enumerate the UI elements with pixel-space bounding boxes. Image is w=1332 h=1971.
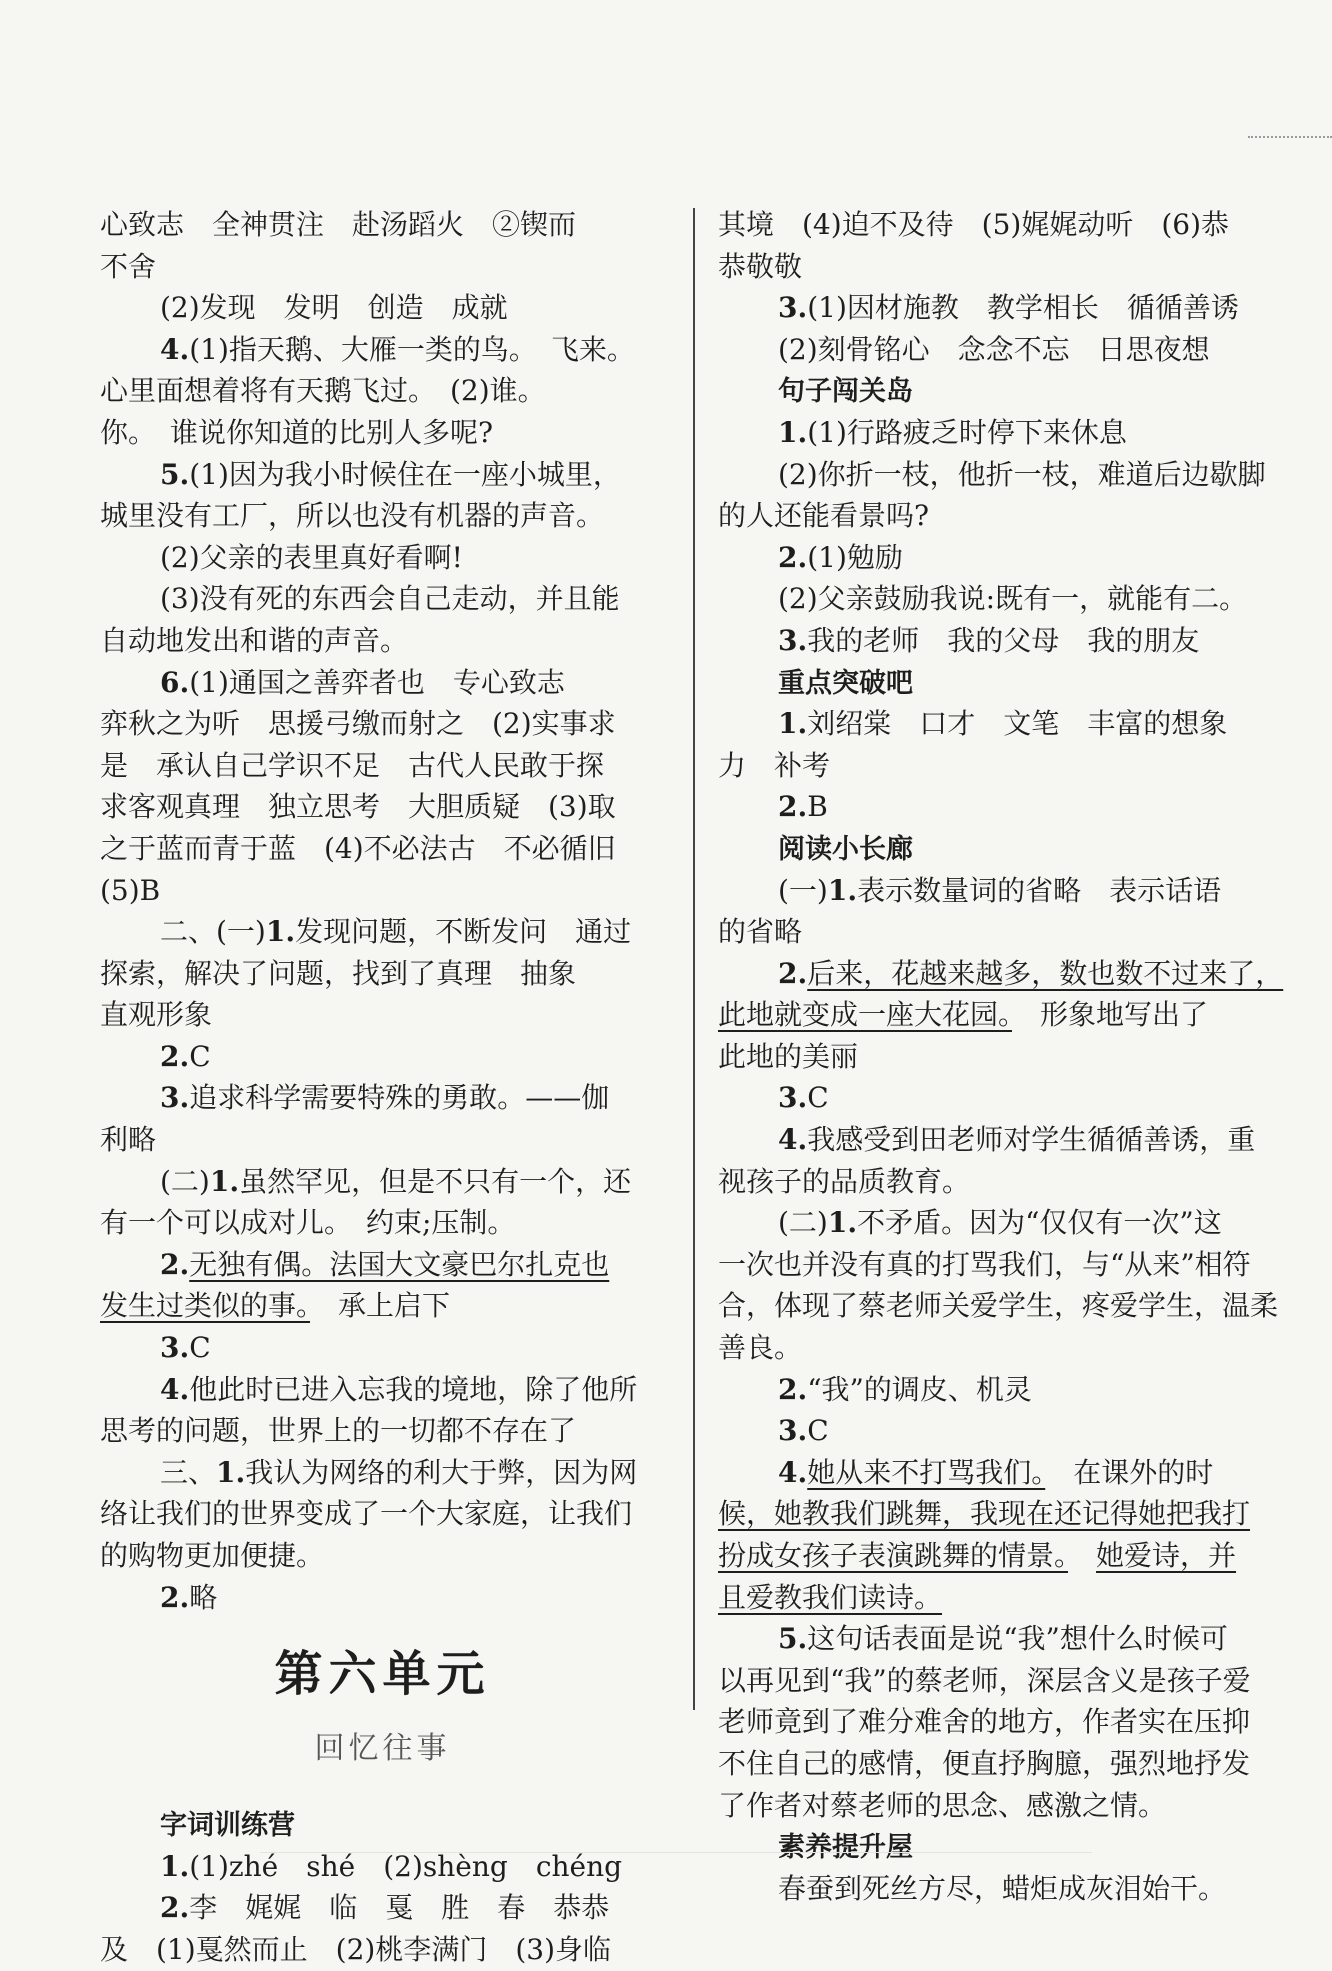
question-number: 1. <box>778 415 808 449</box>
unit-title: 第六单元 <box>274 1646 491 1703</box>
answer-text: 利略 <box>100 1123 157 1157</box>
answer-text: 了作者对蔡老师的思念、感激之情。 <box>718 1788 1167 1822</box>
answer-text: (2)父亲的表里真好看啊! <box>160 540 463 574</box>
underlined-answer: 她爱诗，并 <box>1096 1539 1237 1572</box>
answer-text: “我”的调皮、机灵 <box>807 1372 1032 1406</box>
right-column <box>718 204 1283 1909</box>
right-line <box>718 1868 1283 1910</box>
answer-text: 弈秋之为听 思援弓缴而射之 (2)实事求 <box>100 707 616 741</box>
left-line <box>100 620 665 662</box>
answer-text: 的人还能看景吗? <box>718 499 930 533</box>
left-line <box>100 1077 665 1119</box>
question-number: 1. <box>265 915 296 949</box>
answer-text: 直观形象 <box>100 998 213 1032</box>
question-number: 4. <box>160 332 190 366</box>
answer-text: 络让我们的世界变成了一个大家庭，让我们 <box>100 1497 633 1531</box>
left-line <box>100 1161 665 1203</box>
section-heading: 重点突破吧 <box>778 667 913 699</box>
question-number: 1. <box>160 1849 190 1883</box>
answer-text: 不矛盾。因为“仅仅有一次”这 <box>857 1206 1222 1240</box>
question-number: 1. <box>778 707 808 741</box>
question-group-label: (二) <box>160 1164 210 1198</box>
right-line <box>718 1161 1283 1203</box>
left-line <box>100 204 665 246</box>
question-number: 1. <box>827 1206 858 1240</box>
right-line <box>718 329 1283 371</box>
question-number: 1. <box>216 1455 246 1489</box>
left-line <box>100 786 665 828</box>
answer-text: (1)指天鹅、大雁一类的鸟。 飞来。 <box>189 332 635 366</box>
question-number: 2. <box>778 540 808 574</box>
answer-text: 的购物更加便捷。 <box>100 1539 325 1572</box>
right-line <box>718 953 1283 995</box>
right-line <box>718 204 1283 246</box>
right-line <box>718 1202 1283 1244</box>
question-number: 3. <box>778 623 808 657</box>
right-line <box>718 1327 1283 1369</box>
right-line <box>718 412 1283 454</box>
right-line <box>718 454 1283 496</box>
right-line <box>718 1618 1283 1660</box>
left-line <box>100 745 665 787</box>
answer-text: 善良。 <box>718 1331 803 1365</box>
left-line <box>100 1493 665 1535</box>
answer-text: 之于蓝而青于蓝 (4)不必法古 不必循旧 <box>100 831 616 865</box>
right-answer-lines <box>718 204 1283 1909</box>
left-line <box>100 495 665 537</box>
right-line <box>718 1410 1283 1452</box>
right-line <box>718 537 1283 579</box>
question-group-label: 二、(一) <box>160 915 266 949</box>
right-line <box>718 703 1283 745</box>
underlined-answer: 发生过类似的事。 <box>100 1289 311 1323</box>
right-line <box>718 1660 1283 1702</box>
answer-text: 追求科学需要特殊的勇敢。——伽 <box>189 1081 610 1115</box>
question-number: 1. <box>827 873 858 907</box>
answer-text: (5)B <box>100 873 161 907</box>
right-line <box>718 1285 1283 1327</box>
answer-text: 虽然罕见，但是不只有一个，还 <box>239 1164 632 1198</box>
answer-text: 探索，解决了问题，找到了真理 抽象 <box>100 956 577 990</box>
answer-text: (1)zhé shé (2)shèng chéng <box>189 1849 623 1883</box>
answer-text: 一次也并没有真的打骂我们，与“从来”相符 <box>718 1247 1251 1281</box>
answer-text: 心致志 全神贯注 赴汤蹈火 ②锲而 <box>100 208 577 241</box>
answer-text: 是 承认自己学识不足 古代人民敢于探 <box>100 748 605 782</box>
underlined-answer: 后来，花越来越多，数也数不过来了， <box>807 956 1284 990</box>
top-dotted-rule <box>1248 136 1332 138</box>
answer-text: 此地的美丽 <box>718 1039 859 1073</box>
left-line <box>100 412 665 454</box>
left-line <box>100 537 665 579</box>
answer-text: 视孩子的品质教育。 <box>718 1164 971 1198</box>
left-line <box>100 994 665 1036</box>
answer-text: 不舍 <box>100 249 157 283</box>
answer-text: 求客观真理 独立思考 大胆质疑 (3)取 <box>100 790 616 824</box>
question-number: 2. <box>160 1891 190 1925</box>
left-line <box>100 870 665 912</box>
answer-text: (1)行路疲乏时停下来休息 <box>807 415 1127 449</box>
question-number: 4. <box>778 1123 808 1157</box>
question-number: 4. <box>778 1455 808 1489</box>
left-line <box>100 1535 665 1577</box>
right-line <box>718 370 1283 412</box>
right-line <box>718 1452 1283 1494</box>
left-line <box>100 1202 665 1244</box>
left-line <box>100 287 665 329</box>
right-line <box>718 1119 1283 1161</box>
answer-text: 思考的问题，世界上的一切都不存在了 <box>100 1414 577 1448</box>
underlined-answer: 她从来不打骂我们。 <box>807 1455 1046 1489</box>
answer-text: 不住自己的感情，便直抒胸臆，强烈地抒发 <box>718 1746 1251 1780</box>
right-line <box>718 1493 1283 1535</box>
question-number: 2. <box>778 956 808 990</box>
question-number: 3. <box>160 1081 190 1115</box>
answer-text: 的省略 <box>718 915 803 949</box>
left-line <box>100 578 665 620</box>
right-line <box>718 1077 1283 1119</box>
left-line <box>100 1244 665 1286</box>
answer-text: (3)没有死的东西会自己走动，并且能 <box>160 582 620 616</box>
section-heading: 句子闯关岛 <box>778 376 913 408</box>
answer-text: 以再见到“我”的蔡老师，深层含义是孩子爱 <box>718 1663 1251 1697</box>
answer-text: 自动地发出和谐的声音。 <box>100 623 409 657</box>
left-after-unit-lines <box>100 1804 665 1970</box>
left-line <box>100 1327 665 1369</box>
question-number: 3. <box>160 1331 190 1365</box>
answer-text: C <box>189 1331 211 1365</box>
left-line <box>100 329 665 371</box>
right-line <box>718 1369 1283 1411</box>
right-line <box>718 828 1283 870</box>
left-after-line <box>100 1804 665 1846</box>
right-line <box>718 745 1283 787</box>
answer-text: 他此时已进入忘我的境地，除了他所 <box>189 1372 638 1406</box>
left-column <box>100 204 665 1971</box>
question-number: 3. <box>778 1081 808 1115</box>
left-after-line <box>100 1887 665 1929</box>
right-line <box>718 287 1283 329</box>
question-group-label: (二) <box>778 1206 828 1240</box>
question-number: 6. <box>160 665 190 699</box>
right-line <box>718 246 1283 288</box>
section-heading: 素养提升屋 <box>778 1832 913 1864</box>
answer-text: (2)刻骨铭心 念念不忘 日思夜想 <box>778 332 1210 366</box>
answer-text: 略 <box>189 1580 218 1614</box>
answer-text: 我的老师 我的父母 我的朋友 <box>807 623 1200 657</box>
answer-text: 合，体现了蔡老师关爱学生，疼爱学生，温柔 <box>718 1289 1279 1323</box>
question-number: 3. <box>778 1414 808 1448</box>
right-line <box>718 1743 1283 1785</box>
left-line <box>100 662 665 704</box>
answer-text: 有一个可以成对儿。 约束;压制。 <box>100 1206 516 1240</box>
left-line <box>100 370 665 412</box>
answer-text: B <box>807 790 828 824</box>
answer-text: C <box>807 1414 829 1448</box>
left-answer-lines <box>100 204 665 1618</box>
left-line <box>100 1577 665 1619</box>
underlined-answer: 扮成女孩子表演跳舞的情景。 <box>718 1539 1069 1572</box>
answer-text: (1)勉励 <box>807 540 903 574</box>
right-line <box>718 495 1283 537</box>
answer-text: 这句话表面是说“我”想什么时候可 <box>807 1622 1228 1656</box>
question-group-label: (一) <box>778 873 828 907</box>
column-divider <box>693 208 695 1710</box>
right-line <box>718 870 1283 912</box>
answer-text: 及 (1)戛然而止 (2)桃李满门 (3)身临 <box>100 1932 611 1966</box>
question-number: 2. <box>160 1580 190 1614</box>
question-number: 3. <box>778 291 808 325</box>
question-number: 1. <box>209 1164 240 1198</box>
right-line <box>718 1036 1283 1078</box>
answer-text: 城里没有工厂，所以也没有机器的声音。 <box>100 499 605 533</box>
answer-text: 力 补考 <box>718 748 831 782</box>
right-line <box>718 1244 1283 1286</box>
answer-text: 表示数量词的省略 表示话语 <box>857 873 1222 907</box>
answer-text: 春蚕到死丝方尽，蜡炬成灰泪始干。 <box>778 1871 1227 1905</box>
bottom-rule <box>260 1852 1092 1853</box>
question-number: 2. <box>778 790 808 824</box>
question-number: 2. <box>160 1039 190 1073</box>
left-line <box>100 1452 665 1494</box>
question-number: 2. <box>778 1372 808 1406</box>
right-line <box>718 786 1283 828</box>
answer-text: 李 娓娓 临 戛 胜 春 恭恭 <box>189 1891 610 1925</box>
right-line <box>718 620 1283 662</box>
answer-text: (1)因为我小时候住在一座小城里， <box>189 457 621 491</box>
underlined-answer: 此地就变成一座大花园。 <box>718 998 1013 1032</box>
answer-text: 我感受到田老师对学生循循善诱，重 <box>807 1123 1256 1157</box>
left-line <box>100 1410 665 1452</box>
unit-subtitle: 回忆往事 <box>314 1731 451 1767</box>
right-line <box>718 662 1283 704</box>
section-heading: 阅读小长廊 <box>778 833 913 865</box>
right-line <box>718 1785 1283 1827</box>
answer-text: 发现问题，不断发问 通过 <box>295 915 632 949</box>
left-line <box>100 828 665 870</box>
underlined-answer: 候，她教我们跳舞，我现在还记得她把我打 <box>718 1497 1251 1531</box>
left-line <box>100 246 665 288</box>
answer-text: 你。 谁说你知道的比别人多呢? <box>100 415 494 449</box>
left-line <box>100 454 665 496</box>
question-number: 4. <box>160 1372 190 1406</box>
answer-text: 其境 (4)迫不及待 (5)娓娓动听 (6)恭 <box>718 208 1229 241</box>
right-line <box>718 994 1283 1036</box>
answer-text: C <box>807 1081 829 1115</box>
section-heading: 字词训练营 <box>160 1810 295 1842</box>
answer-text: 心里面想着将有天鹅飞过。 (2)谁。 <box>100 374 546 408</box>
answer-text: 我认为网络的利大于弊，因为网 <box>245 1455 638 1489</box>
right-line <box>718 1701 1283 1743</box>
answer-text: 在课外的时 <box>1045 1455 1214 1489</box>
answer-text: 刘绍棠 口才 文笔 丰富的想象 <box>807 707 1228 741</box>
answer-text: 老师竟到了难分难舍的地方，作者实在压抑 <box>718 1705 1251 1739</box>
answer-text: (2)你折一枝，他折一枝，难道后边歇脚 <box>778 457 1266 491</box>
underlined-answer: 且爱教我们读诗。 <box>718 1580 943 1614</box>
left-after-line <box>100 1929 665 1971</box>
answer-text <box>1068 1539 1096 1572</box>
answer-text: (2)父亲鼓励我说:既有一，就能有二。 <box>778 582 1248 616</box>
answer-text: 承上启下 <box>310 1289 451 1323</box>
question-number: 5. <box>160 457 190 491</box>
right-line <box>718 1535 1283 1577</box>
left-line <box>100 703 665 745</box>
answer-text: C <box>189 1039 211 1073</box>
left-line <box>100 953 665 995</box>
underlined-answer: 无独有偶。法国大文豪巴尔扎克也 <box>189 1247 610 1281</box>
left-line <box>100 911 665 953</box>
right-line <box>718 1577 1283 1619</box>
right-line <box>718 911 1283 953</box>
answer-text: 形象地写出了 <box>1012 998 1209 1032</box>
left-line <box>100 1119 665 1161</box>
left-line <box>100 1036 665 1078</box>
answer-text: 恭敬敬 <box>718 249 803 283</box>
left-line <box>100 1285 665 1327</box>
answer-text: (2)发现 发明 创造 成就 <box>160 291 508 325</box>
question-group-label: 三、 <box>160 1455 217 1489</box>
right-line <box>718 578 1283 620</box>
left-line <box>100 1369 665 1411</box>
question-number: 5. <box>778 1622 808 1656</box>
answer-text: (1)通国之善弈者也 专心致志 <box>189 665 565 699</box>
answer-text: (1)因材施教 教学相长 循循善诱 <box>807 291 1239 325</box>
right-line <box>718 1826 1283 1868</box>
question-number: 2. <box>160 1247 190 1281</box>
